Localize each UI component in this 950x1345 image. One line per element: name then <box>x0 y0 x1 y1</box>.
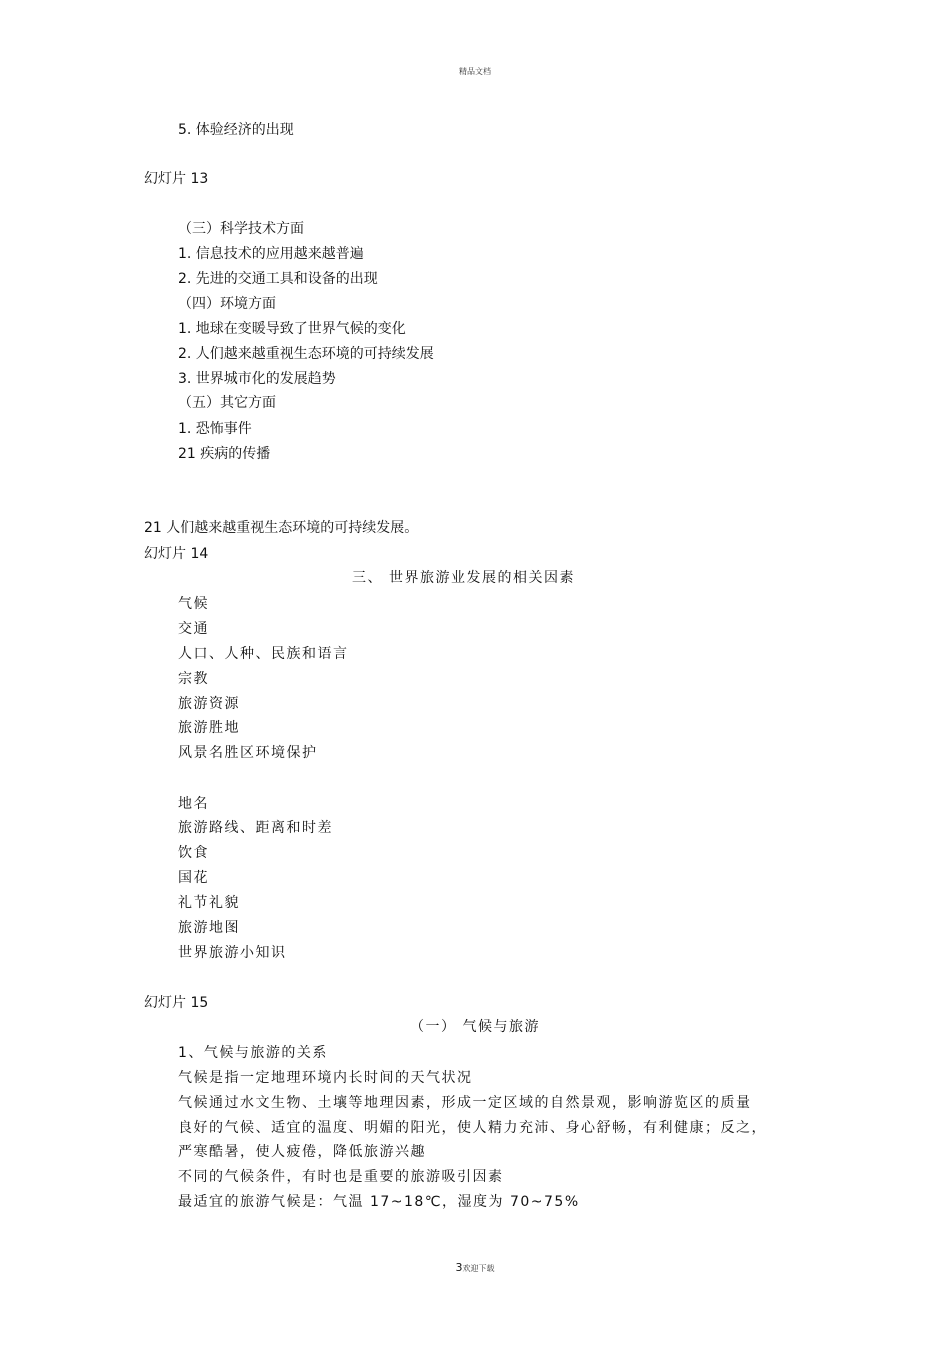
text-line: 2. 人们越来越重视生态环境的可持续发展 <box>178 346 434 362</box>
section-title: 三、 世界旅游业发展的相关因素 <box>352 570 575 586</box>
section-heading: （五）其它方面 <box>178 395 276 411</box>
page-number: 3 <box>455 1261 463 1274</box>
paragraph-line: 最适宜的旅游气候是：气温 17~18℃，湿度为 70~75% <box>178 1194 580 1210</box>
slide-label: 幻灯片 13 <box>144 171 209 187</box>
text-line: 5. 体验经济的出现 <box>178 122 294 138</box>
text-line: 1. 恐怖事件 <box>178 421 252 437</box>
text-line: 1. 地球在变暖导致了世界气候的变化 <box>178 321 406 337</box>
paragraph-line: 严寒酷暑，使人疲倦，降低旅游兴趣 <box>178 1144 426 1160</box>
list-item: 旅游路线、距离和时差 <box>178 820 333 836</box>
list-item: 旅游胜地 <box>178 720 240 736</box>
list-item: 风景名胜区环境保护 <box>178 745 318 761</box>
subsection-heading: 1、气候与旅游的关系 <box>178 1045 328 1061</box>
text-line: 1. 信息技术的应用越来越普遍 <box>178 246 364 262</box>
list-item: 世界旅游小知识 <box>178 945 287 961</box>
section-title: （一） 气候与旅游 <box>410 1019 540 1035</box>
footer-text: 欢迎下载 <box>462 1264 495 1273</box>
list-item: 人口、人种、民族和语言 <box>178 646 349 662</box>
list-item: 地名 <box>178 796 209 812</box>
list-item: 气候 <box>178 596 209 612</box>
list-item: 交通 <box>178 621 209 637</box>
paragraph-line: 良好的气候、适宜的温度、明媚的阳光，使人精力充沛、身心舒畅，有利健康；反之， <box>178 1120 767 1136</box>
list-item: 旅游资源 <box>178 696 240 712</box>
page-header: 精品文档 <box>459 67 491 76</box>
text-line: 21 疾病的传播 <box>178 446 271 462</box>
text-line: 2. 先进的交通工具和设备的出现 <box>178 271 378 287</box>
paragraph-line: 气候通过水文生物、土壤等地理因素，形成一定区域的自然景观，影响游览区的质量 <box>178 1095 752 1111</box>
slide-label: 幻灯片 15 <box>144 995 209 1011</box>
paragraph-line: 气候是指一定地理环境内长时间的天气状况 <box>178 1070 473 1086</box>
text-line: 3. 世界城市化的发展趋势 <box>178 371 336 387</box>
list-item: 礼节礼貌 <box>178 895 240 911</box>
paragraph-line: 不同的气候条件，有时也是重要的旅游吸引因素 <box>178 1169 504 1185</box>
list-item: 旅游地图 <box>178 920 240 936</box>
section-heading: （三）科学技术方面 <box>178 221 304 237</box>
text-line: 21 人们越来越重视生态环境的可持续发展。 <box>144 520 419 536</box>
slide-label: 幻灯片 14 <box>144 546 209 562</box>
page-footer <box>0 1261 950 1274</box>
list-item: 宗教 <box>178 671 209 687</box>
list-item: 国花 <box>178 870 209 886</box>
list-item: 饮食 <box>178 845 209 861</box>
section-heading: （四）环境方面 <box>178 296 276 312</box>
